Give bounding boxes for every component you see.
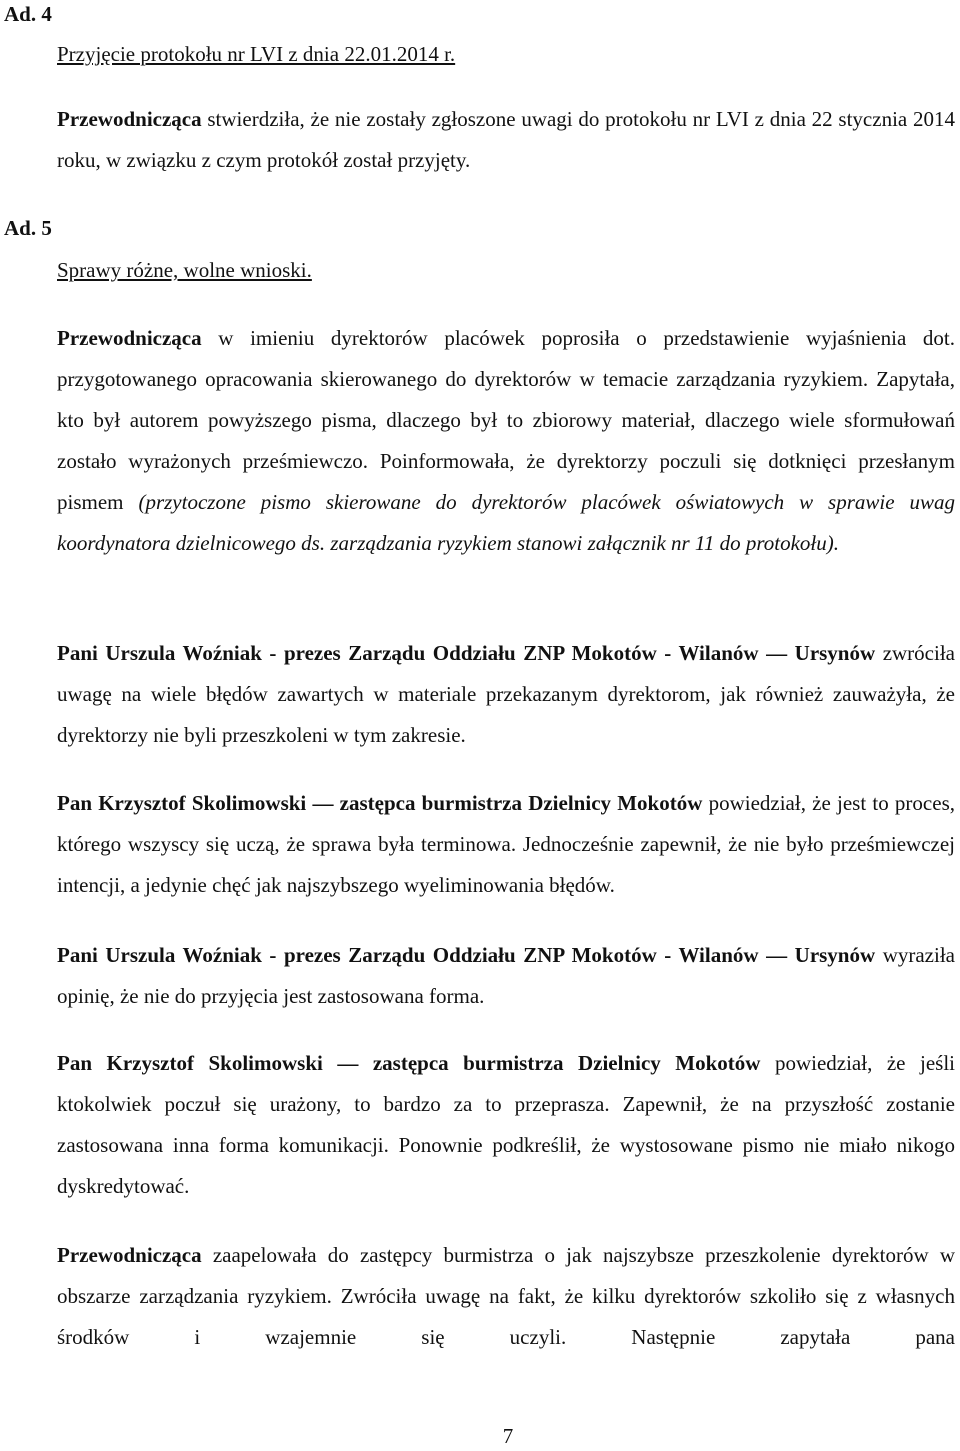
paragraph-text: w imieniu dyrektorów placówek poprosiła o przedstawienie wyjaśnienia dot. przygotowanego opracowania skierowanego do dyrektorów w temacie zarządzania ryzykiem. Zapytała, kto był autorem powyższego pisma, dlaczego był to zbiorowy materiał, dlaczego wiele sformułowań zostało wyrażonych prześmiewczo. Poinformowała, że dyrektorzy poczuli się dotknięci przesłanym pismem [57, 326, 955, 514]
speaker: Przewodnicząca [57, 326, 202, 350]
speaker: Pani Urszula Woźniak - prezes Zarządu Oddziału ZNP Mokotów - Wilanów — Ursynów [57, 641, 876, 665]
item-4-heading: Ad. 4 [4, 2, 52, 26]
page-number: 7 [502, 1424, 514, 1448]
item-5-paragraph-3 [57, 783, 955, 906]
item-5-paragraph-1 [57, 318, 955, 564]
item-4-paragraph [57, 99, 955, 181]
paragraph-text: powiedział, że jest to proces, którego wszyscy się uczą, że sprawa była terminowa. Jednocześnie zapewnił, że nie było prześmiewczej intencji, a jedynie chęć jak najszybszego wyeliminowania błędów. [57, 791, 955, 897]
item-5-paragraph-5 [57, 1043, 955, 1207]
item-5-paragraph-4 [57, 935, 955, 1017]
paragraph-text: zaapelowała do zastępcy burmistrza o jak najszybsze przeszkolenie dyrektorów w obszarze zarządzania ryzykiem. Zwróciła uwagę na fakt, że kilku dyrektorów szkoliło się z własnych środków i wzajemnie się uczyli. Następnie zapytała pana [57, 1243, 955, 1349]
item-5-paragraph-2 [57, 633, 955, 756]
speaker: Pan Krzysztof Skolimowski — zastępca burmistrza Dzielnicy Mokotów [57, 791, 703, 815]
paragraph-text: powiedział, że jeśli ktokolwiek poczuł się urażony, to bardzo za to przeprasza. Zapewnił, że na przyszłość zostanie zastosowana inna forma komunikacji. Ponownie podkreślił, że wystosowane pismo nie miało nikogo dyskredytować. [57, 1051, 955, 1198]
speaker: Pan Krzysztof Skolimowski — zastępca burmistrza Dzielnicy Mokotów [57, 1051, 761, 1075]
speaker: Pani Urszula Woźniak - prezes Zarządu Oddziału ZNP Mokotów - Wilanów — Ursynów [57, 943, 876, 967]
paragraph-text: zwróciła uwagę na wiele błędów zawartych w materiale przekazanym dyrektorom, jak również zauważyła, że dyrektorzy nie byli przeszkoleni w tym zakresie. [57, 641, 955, 747]
item-4-title: Przyjęcie protokołu nr LVI z dnia 22.01.2014 r. [57, 42, 456, 66]
attachment-note: (przytoczone pismo skierowane do dyrektorów placówek oświatowych w sprawie uwag koordynatora dzielnicowego ds. zarządzania ryzykiem stanowi załącznik nr 11 do protokołu). [57, 490, 955, 555]
paragraph-text: stwierdziła, że nie zostały zgłoszone uwagi do protokołu nr LVI z dnia 22 stycznia 2014 roku, w związku z czym protokół został przyjęty. [57, 107, 955, 172]
speaker: Przewodnicząca [57, 107, 202, 131]
speaker: Przewodnicząca [57, 1243, 202, 1267]
paragraph-text: wyraziła opinię, że nie do przyjęcia jest zastosowana forma. [57, 943, 955, 1008]
item-5-title: Sprawy różne, wolne wnioski. [57, 258, 312, 282]
item-5-heading: Ad. 5 [4, 216, 52, 240]
item-5-paragraph-6 [57, 1235, 955, 1358]
